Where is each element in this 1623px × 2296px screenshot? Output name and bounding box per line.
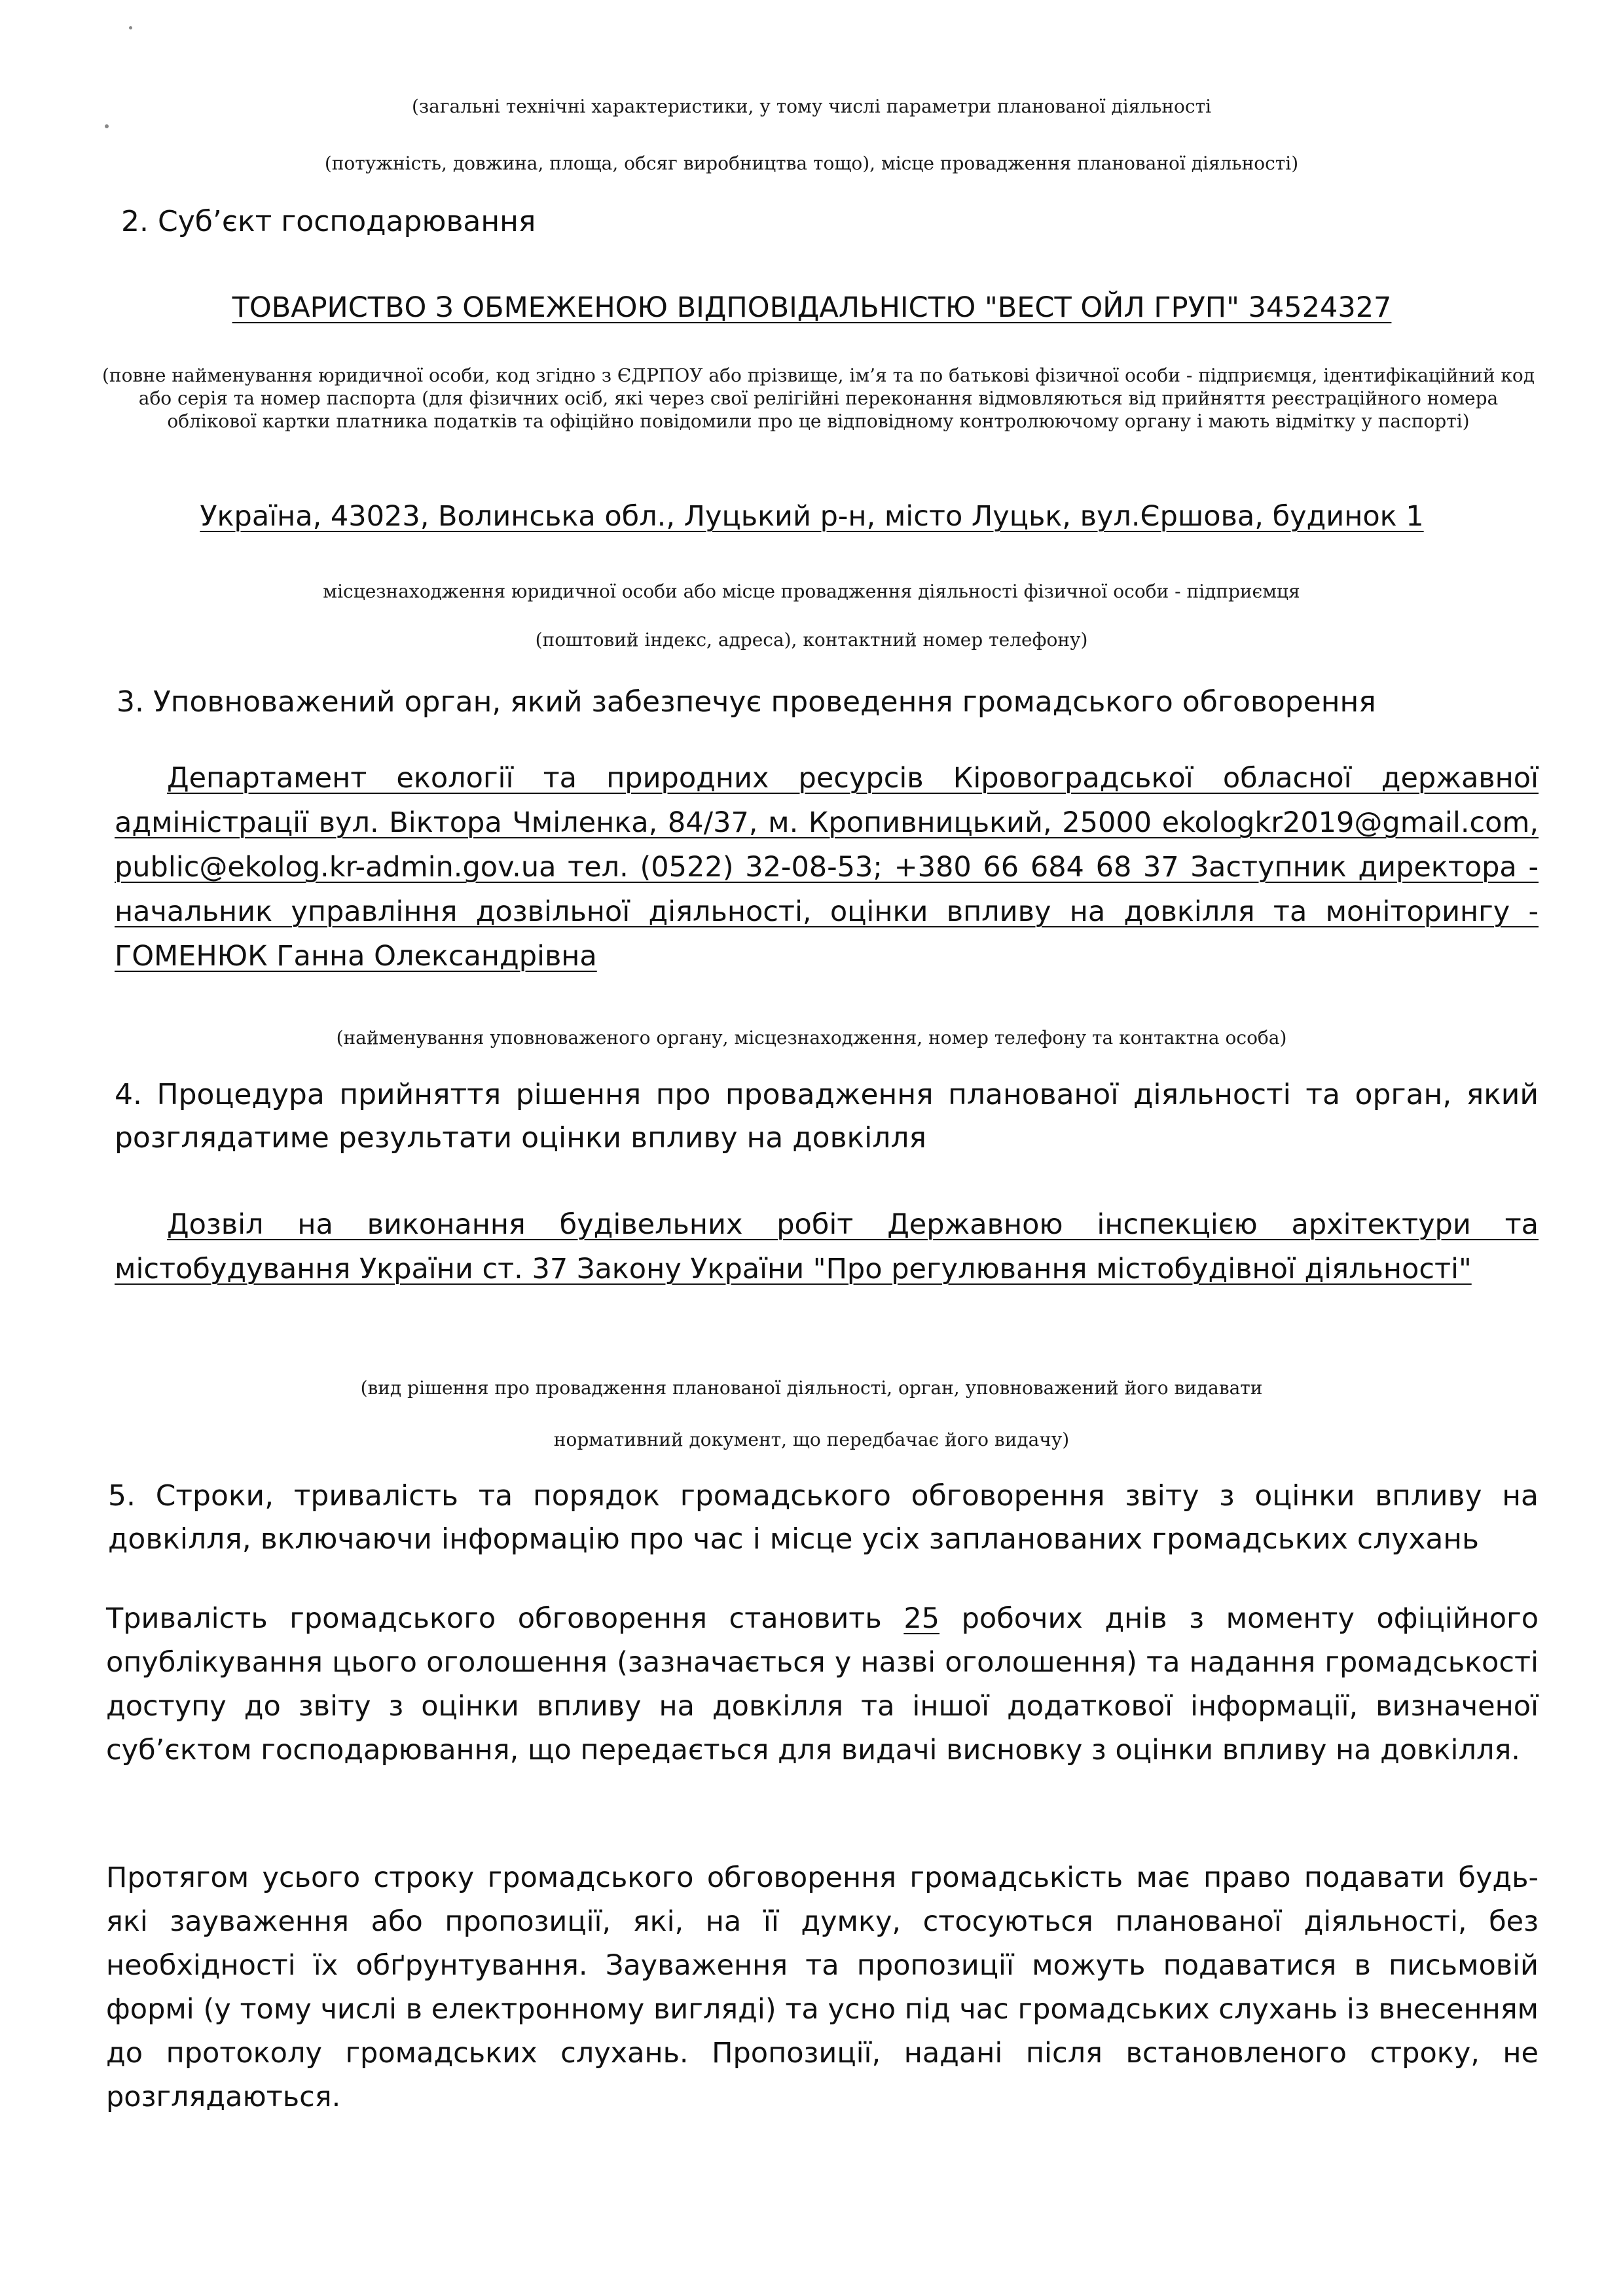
entity-name-caption: (повне найменування юридичної особи, код згідно з ЄДРПОУ або прізвище, ім’я та по батькові фізичної особи - підприємця, ідентифікаційний код або серія та номер паспорта (для фізичних осіб, які через свої релігійні переконання відмовляються від прийняття реєстраційного номера облікової картки платника податків та офіційно повідомили про це відповідному контролюючому органу і мають відмітку у паспорті) xyxy=(102,365,1535,432)
entity-address-caption: місцезнаходження юридичної особи або місце провадження діяльності фізичної особи - підприємця xyxy=(323,581,1300,602)
duration-text-start: Тривалість громадського обговорення становить xyxy=(106,1602,904,1635)
entity-contact-caption: (поштовий індекс, адреса), контактний номер телефону) xyxy=(535,629,1088,651)
entity-name-field: ТОВАРИСТВО З ОБМЕЖЕНОЮ ВІДПОВІДАЛЬНІСТЮ "ВЕСТ ОЙЛ ГРУП" 34524327 xyxy=(232,291,1392,324)
activity-characteristics-caption: (загальні технічні характеристики, у тому числі параметри планованої діяльності xyxy=(411,96,1212,117)
activity-location-caption: (потужність, довжина, площа, обсяг виробництва тощо), місце провадження планованої діяльності) xyxy=(324,152,1299,174)
duration-days-value: 25 xyxy=(903,1602,940,1635)
section-2-heading: 2. Суб’єкт господарювання xyxy=(121,205,536,238)
section-3-heading: 3. Уповноважений орган, який забезпечує проведення громадського обговорення xyxy=(117,685,1376,719)
section-5-heading: 5. Строки, тривалість та порядок громадського обговорення звіту з оцінки впливу на довкілля, включаючи інформацію про час і місце усіх запланованих громадських слухань xyxy=(108,1479,1539,1556)
decision-caption: (вид рішення про провадження планованої діяльності, орган, уповноважений його видавати xyxy=(360,1377,1263,1399)
decision-field: Дозвіл на виконання будівельних робіт Державною інспекцією архітектури та містобудування України ст. 37 Закону України "Про регулювання містобудівної діяльності" xyxy=(115,1208,1539,1285)
scan-speck xyxy=(129,26,132,29)
authority-caption: (найменування уповноваженого органу, місцезнаходження, номер телефону та контактна особа) xyxy=(336,1027,1287,1049)
entity-address-field: Україна, 43023, Волинська обл., Луцький р-н, місто Луцьк, вул.Єршова, будинок 1 xyxy=(200,500,1424,533)
public-comments-paragraph: Протягом усього строку громадського обговорення громадськість має право подавати будь-які зауваження або пропозиції, які, на її думку, стосуються планованої діяльності, без необхідності їх обґрунтування. Зауваження та пропозиції можуть подаватися в письмовій формі (у тому числі в електронному вигляді) та усно під час громадських слухань із внесенням до протоколу громадських слухань. Пропозиції, надані після встановленого строку, не розглядаються. xyxy=(106,1861,1539,2113)
decision-document-caption: нормативний документ, що передбачає його видачу) xyxy=(553,1429,1070,1450)
duration-text-end: робочих днів з моменту офіційного опублікування цього оголошення (зазначається у назві оголошення) та надання громадськості доступу до звіту з оцінки впливу на довкілля та іншої додаткової інформації, визначеної суб’єктом господарювання, що передається для видачі висновку з оцінки впливу на довкілля. xyxy=(106,1602,1539,1767)
scan-speck xyxy=(105,124,109,128)
discussion-duration-paragraph xyxy=(106,1597,1539,1772)
authority-details-field: Департамент екології та природних ресурсів Кіровоградської обласної державної адміністрації вул. Віктора Чміленка, 84/37, м. Кропивницький, 25000 ekologkr2019@gmail.com, public@ekolog.kr-admin.gov.ua тел. (0522) 32-08-53; +380 66 684 68 37 Заступник директора - начальник управління дозвільної діяльності, оцінки впливу на довкілля та моніторингу - ГОМЕНЮК Ганна Олександрівна xyxy=(115,762,1539,973)
section-4-heading: 4. Процедура прийняття рішення про провадження планованої діяльності та орган, який розглядатиме результати оцінки впливу на довкілля xyxy=(115,1078,1539,1155)
